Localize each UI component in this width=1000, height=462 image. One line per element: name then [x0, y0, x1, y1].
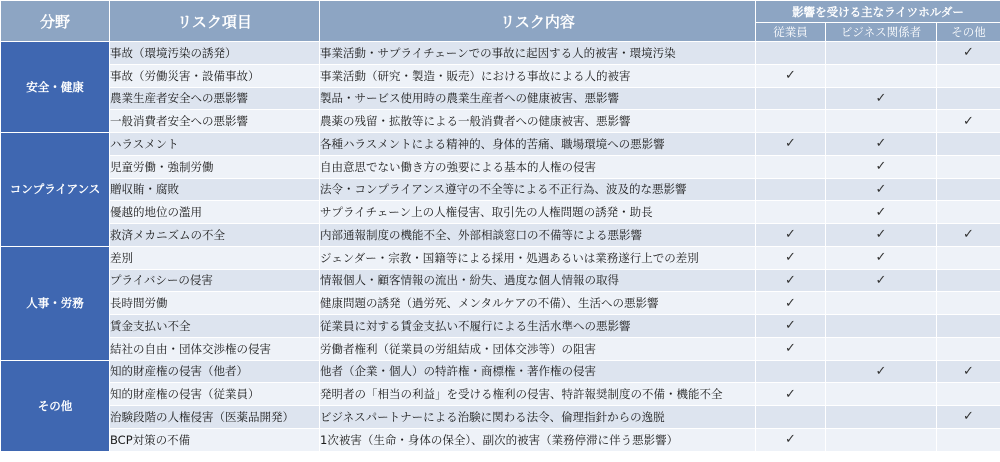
others-check-cell — [937, 292, 1000, 315]
checkmark-icon: ✓ — [875, 181, 887, 197]
checkmark-icon: ✓ — [963, 227, 974, 243]
checkmark-icon: ✓ — [785, 295, 796, 311]
risk-content-cell: 各種ハラスメントによる精神的、身体的苦痛、職場環境への悪影響 — [320, 133, 756, 156]
category-cell: 人事・労務 — [1, 246, 110, 360]
others-check-cell — [937, 64, 1000, 87]
employees-check-cell — [756, 246, 826, 269]
table-row — [1, 315, 1000, 338]
checkmark-icon: ✓ — [963, 113, 974, 129]
table-row — [1, 360, 1000, 383]
table-row — [1, 406, 1000, 429]
business-check-cell — [826, 337, 937, 360]
business-check-cell — [826, 315, 937, 338]
business-check-cell — [826, 360, 937, 383]
table-row — [1, 178, 1000, 201]
header-employees: 従業員 — [756, 23, 826, 42]
risk-item-cell: BCP対策の不備 — [110, 428, 320, 451]
risk-item-cell: 賃金支払い不全 — [110, 315, 320, 338]
header-others: その他 — [937, 23, 1000, 42]
others-check-cell — [937, 42, 1000, 65]
risk-content-cell: 農薬の残留・拡散等による一般消費者への健康被害、悪影響 — [320, 110, 756, 133]
employees-check-cell — [756, 87, 826, 110]
checkmark-icon: ✓ — [785, 318, 796, 334]
business-check-cell — [826, 269, 937, 292]
risk-item-cell: 優越的地位の濫用 — [110, 201, 320, 224]
checkmark-icon: ✓ — [963, 45, 974, 61]
checkmark-icon: ✓ — [875, 363, 887, 379]
risk-item-cell: 児童労働・強制労働 — [110, 155, 320, 178]
category-cell: コンプライアンス — [1, 133, 110, 247]
header-bunya: 分野 — [1, 1, 110, 42]
risk-content-cell: 発明者の「相当の利益」を受ける権利の侵害、特許報奨制度の不備・機能不全 — [320, 383, 756, 406]
others-check-cell — [937, 87, 1000, 110]
employees-check-cell — [756, 64, 826, 87]
checkmark-icon: ✓ — [875, 136, 887, 152]
risk-content-cell: 労働者権利（従業員の労組結成・団体交渉等）の阻害 — [320, 337, 756, 360]
risk-item-cell: 農業生産者安全への悪影響 — [110, 87, 320, 110]
employees-check-cell — [756, 110, 826, 133]
checkmark-icon: ✓ — [785, 386, 796, 402]
table-row — [1, 224, 1000, 247]
risk-item-cell: 長時間労働 — [110, 292, 320, 315]
business-check-cell — [826, 292, 937, 315]
business-check-cell — [826, 224, 937, 247]
risk-item-cell: 結社の自由・団体交渉権の侵害 — [110, 337, 320, 360]
risk-item-cell: 知的財産権の侵害（従業員） — [110, 383, 320, 406]
business-check-cell — [826, 406, 937, 429]
risk-content-cell: ジェンダー・宗教・国籍等による採用・処遇あるいは業務遂行上での差別 — [320, 246, 756, 269]
risk-item-cell: 知的財産権の侵害（他者） — [110, 360, 320, 383]
others-check-cell — [937, 428, 1000, 451]
checkmark-icon: ✓ — [785, 341, 796, 357]
risk-content-cell: 情報個人・顧客情報の流出・紛失、過度な個人情報の取得 — [320, 269, 756, 292]
header-risk-item: リスク項目 — [110, 1, 320, 42]
employees-check-cell — [756, 178, 826, 201]
table-row — [1, 155, 1000, 178]
risk-item-cell: 事故（環境汚染の誘発） — [110, 42, 320, 65]
table-row — [1, 110, 1000, 133]
employees-check-cell — [756, 383, 826, 406]
table-row — [1, 133, 1000, 156]
others-check-cell — [937, 178, 1000, 201]
employees-check-cell — [756, 42, 826, 65]
employees-check-cell — [756, 315, 826, 338]
checkmark-icon: ✓ — [963, 363, 974, 379]
header-business: ビジネス関係者 — [826, 23, 937, 42]
header-stakeholders: 影響を受ける主なライツホルダー — [756, 1, 1000, 23]
employees-check-cell — [756, 155, 826, 178]
business-check-cell — [826, 42, 937, 65]
others-check-cell — [937, 315, 1000, 338]
checkmark-icon: ✓ — [875, 90, 887, 106]
risk-item-cell: 救済メカニズムの不全 — [110, 224, 320, 247]
risk-content-cell: 健康問題の誘発（過労死、メンタルケアの不備）、生活への悪影響 — [320, 292, 756, 315]
risk-content-cell: 事業活動・サプライチェーンでの事故に起因する人的被害・環境汚染 — [320, 42, 756, 65]
table-row — [1, 246, 1000, 269]
checkmark-icon: ✓ — [785, 272, 796, 288]
table-row — [1, 292, 1000, 315]
risk-item-cell: 一般消費者安全への悪影響 — [110, 110, 320, 133]
employees-check-cell — [756, 292, 826, 315]
table-row — [1, 87, 1000, 110]
checkmark-icon: ✓ — [875, 159, 887, 175]
business-check-cell — [826, 201, 937, 224]
employees-check-cell — [756, 428, 826, 451]
others-check-cell — [937, 360, 1000, 383]
header-risk-content: リスク内容 — [320, 1, 756, 42]
table-row — [1, 42, 1000, 65]
checkmark-icon: ✓ — [875, 227, 887, 243]
risk-content-cell: ビジネスパートナーによる治験に関わる法令、倫理指針からの逸脱 — [320, 406, 756, 429]
checkmark-icon: ✓ — [785, 250, 796, 266]
risk-content-cell: 従業員に対する賃金支払い不履行による生活水準への悪影響 — [320, 315, 756, 338]
business-check-cell — [826, 155, 937, 178]
others-check-cell — [937, 337, 1000, 360]
others-check-cell — [937, 383, 1000, 406]
others-check-cell — [937, 201, 1000, 224]
table-row — [1, 269, 1000, 292]
table-row — [1, 337, 1000, 360]
business-check-cell — [826, 133, 937, 156]
employees-check-cell — [756, 406, 826, 429]
header-row — [1, 1, 1000, 23]
employees-check-cell — [756, 269, 826, 292]
category-cell: 安全・健康 — [1, 42, 110, 133]
risk-content-cell: サプライチェーン上の人権侵害、取引先の人権問題の誘発・助長 — [320, 201, 756, 224]
risk-item-cell: ハラスメント — [110, 133, 320, 156]
employees-check-cell — [756, 360, 826, 383]
checkmark-icon: ✓ — [963, 409, 974, 425]
table-row — [1, 428, 1000, 451]
risk-item-cell: 事故（労働災害・設備事故） — [110, 64, 320, 87]
business-check-cell — [826, 428, 937, 451]
risk-item-cell: プライバシーの侵害 — [110, 269, 320, 292]
others-check-cell — [937, 155, 1000, 178]
checkmark-icon: ✓ — [785, 432, 796, 448]
employees-check-cell — [756, 201, 826, 224]
checkmark-icon: ✓ — [785, 68, 796, 84]
others-check-cell — [937, 269, 1000, 292]
checkmark-icon: ✓ — [875, 204, 887, 220]
employees-check-cell — [756, 224, 826, 247]
checkmark-icon: ✓ — [785, 227, 796, 243]
business-check-cell — [826, 178, 937, 201]
business-check-cell — [826, 246, 937, 269]
risk-table-body — [1, 42, 1000, 452]
risk-content-cell: 法令・コンプライアンス遵守の不全等による不正行為、波及的な悪影響 — [320, 178, 756, 201]
risk-content-cell: 1次被害（生命・身体の保全）、副次的被害（業務停滞に伴う悪影響） — [320, 428, 756, 451]
others-check-cell — [937, 133, 1000, 156]
risk-content-cell: 他者（企業・個人）の特許権・商標権・著作権の侵害 — [320, 360, 756, 383]
employees-check-cell — [756, 337, 826, 360]
checkmark-icon: ✓ — [875, 250, 887, 266]
risk-content-cell: 事業活動（研究・製造・販売）における事故による人的被害 — [320, 64, 756, 87]
risk-content-cell: 内部通報制度の機能不全、外部相談窓口の不備等による悪影響 — [320, 224, 756, 247]
business-check-cell — [826, 64, 937, 87]
business-check-cell — [826, 383, 937, 406]
others-check-cell — [937, 224, 1000, 247]
others-check-cell — [937, 110, 1000, 133]
risk-content-cell: 製品・サービス使用時の農業生産者への健康被害、悪影響 — [320, 87, 756, 110]
category-cell: その他 — [1, 360, 110, 451]
table-row — [1, 64, 1000, 87]
others-check-cell — [937, 406, 1000, 429]
risk-item-cell: 差別 — [110, 246, 320, 269]
risk-item-cell: 治験段階の人権侵害（医薬品開発） — [110, 406, 320, 429]
checkmark-icon: ✓ — [875, 272, 887, 288]
table-row — [1, 201, 1000, 224]
business-check-cell — [826, 110, 937, 133]
checkmark-icon: ✓ — [785, 136, 796, 152]
employees-check-cell — [756, 133, 826, 156]
business-check-cell — [826, 87, 937, 110]
table-row — [1, 383, 1000, 406]
others-check-cell — [937, 246, 1000, 269]
risk-content-cell: 自由意思でない働き方の強要による基本的人権の侵害 — [320, 155, 756, 178]
risk-item-cell: 贈収賄・腐敗 — [110, 178, 320, 201]
